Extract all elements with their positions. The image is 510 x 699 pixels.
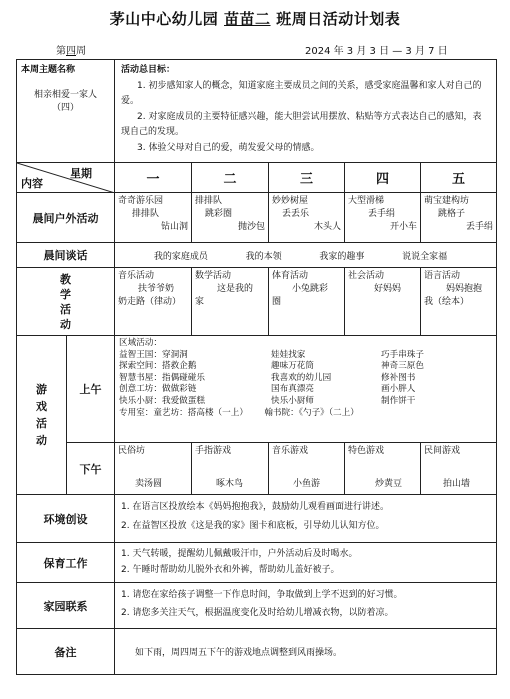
goal-item: 3. 体验父母对自己的爱，萌发爱父母的情感。 [137, 142, 320, 153]
theme-name: 相亲相爱一家人 [34, 90, 98, 100]
activity-text: 民间游戏 [424, 446, 461, 456]
talk-topic: 我的家庭成员 [153, 251, 208, 262]
teaching-label [17, 268, 115, 336]
special-room: 专用室：童艺坊：搭高楼（一上） 翰书院：《勺子》（二上） [119, 407, 359, 418]
teaching-mon [115, 268, 192, 336]
page-title [0, 8, 510, 29]
activity-text: 拍山墙 [443, 479, 471, 489]
activity-text: 排排队 [132, 209, 160, 219]
teaching-row [17, 268, 497, 336]
zone-item: 国布真漂亮 [271, 384, 314, 395]
theme-cell [17, 60, 115, 163]
care-label: 保育工作 [17, 543, 115, 583]
activity-text: 丢手绢 [368, 209, 396, 219]
activity-text: 家 [195, 297, 205, 307]
outdoor-thu [345, 193, 421, 243]
environment-row [17, 495, 497, 543]
outdoor-row [17, 193, 497, 243]
notes-text: 如下雨，周四周五下午的游戏地点调整到风雨操场。 [135, 648, 343, 658]
care-line: 1. 天气转暖，提醒幼儿佩戴吸汗巾，户外活动后及时喝水。 [121, 549, 358, 559]
pm-wed [269, 443, 345, 495]
activity-text: 社会活动 [348, 271, 385, 281]
activity-text: 跳格子 [438, 209, 466, 219]
zones-cell [115, 336, 497, 443]
outdoor-wed [269, 193, 345, 243]
activity-text: 排排队 [195, 196, 223, 206]
activity-text: 跳彩圈 [205, 209, 233, 219]
zone-row [119, 396, 492, 408]
title-suffix: 班周日活动计划表 [270, 10, 401, 28]
talk-row [17, 243, 497, 268]
zone-item: 快乐小厨师 [271, 395, 314, 406]
care-row [17, 543, 497, 583]
plan-table [16, 59, 497, 675]
theme-label: 本周主题名称 [21, 65, 76, 75]
talk-label: 晨间谈话 [17, 243, 115, 268]
day-tue: 二 [192, 163, 269, 193]
am-label: 上午 [67, 336, 115, 443]
activity-text: 小兔跳彩 [292, 284, 329, 294]
zone-item: 修补图书 [381, 372, 416, 383]
zone-item: 神奇三原色 [381, 361, 424, 372]
outdoor-label: 晨间户外活动 [17, 193, 115, 243]
zone-item: 智慧书屋：指偶碰碰乐 [119, 372, 205, 383]
days-header-cell [17, 163, 115, 193]
activity-text: 特色游戏 [348, 446, 385, 456]
teaching-tue [192, 268, 269, 336]
activity-text: 大型滑梯 [348, 196, 385, 206]
care-line: 2. 午睡时帮助幼儿脱外衣和外裤，帮助幼儿盖好被子。 [121, 565, 340, 575]
notes-cell [115, 629, 497, 675]
home-label: 家园联系 [17, 583, 115, 629]
outdoor-fri [421, 193, 497, 243]
home-cell [115, 583, 497, 629]
activity-text: 丢丢乐 [282, 209, 310, 219]
care-cell [115, 543, 497, 583]
activity-text: 开小车 [390, 222, 418, 232]
activity-text: 抛沙包 [238, 222, 266, 232]
label-char: 动 [36, 434, 47, 447]
days-row [17, 163, 497, 193]
theme-row [17, 60, 497, 163]
zone-item: 创意工坊：做做彩链 [119, 384, 197, 395]
home-line: 1. 请您在家给孩子调整一下作息时间，争取做到上学不迟到的好习惯。 [121, 590, 403, 600]
day-fri: 五 [421, 163, 497, 193]
zone-item: 我喜欢的幼儿园 [271, 372, 332, 383]
pm-thu [345, 443, 421, 495]
teaching-wed [269, 268, 345, 336]
talk-topic: 我家的趣事 [319, 251, 365, 262]
activity-text: 奇奇游乐园 [118, 196, 164, 206]
activity-text: 萌宝建构坊 [424, 196, 470, 206]
activity-text: 音乐游戏 [272, 446, 309, 456]
week-number: 四 [66, 46, 76, 57]
label-char: 游 [36, 383, 47, 396]
home-row [17, 583, 497, 629]
activity-text: 丢手绢 [466, 222, 494, 232]
teaching-fri [421, 268, 497, 336]
notes-row [17, 629, 497, 675]
pm-fri [421, 443, 497, 495]
environment-cell [115, 495, 497, 543]
zone-item: 制作饼干 [381, 395, 416, 406]
day-mon: 一 [115, 163, 192, 193]
activity-text: 木头人 [314, 222, 342, 232]
activity-text: 我（绘本） [424, 297, 470, 307]
label-char: 戏 [36, 400, 47, 413]
activity-text: 妙妙树屋 [272, 196, 309, 206]
activity-text: 语言活动 [424, 271, 461, 281]
date-range: 2024 年 3 月 3 日 — 3 月 7 日 [305, 46, 448, 57]
pm-label: 下午 [67, 443, 115, 495]
goals-cell [115, 60, 497, 163]
activity-text: 妈妈抱抱 [446, 284, 483, 294]
goals-title: 活动总目标： [121, 65, 176, 75]
label-char: 教 [60, 272, 71, 286]
activity-text: 小鱼游 [293, 479, 321, 489]
day-wed: 三 [269, 163, 345, 193]
activity-text: 卖汤圆 [135, 479, 163, 489]
pm-tue [192, 443, 269, 495]
game-label [17, 336, 67, 495]
teaching-thu [345, 268, 421, 336]
zone-item: 娃娃找家 [271, 349, 306, 360]
outdoor-mon [115, 193, 192, 243]
zone-row [119, 373, 492, 385]
zone-row [119, 361, 492, 373]
zone-item: 巧手串珠子 [381, 349, 424, 360]
activity-text: 圈 [272, 297, 282, 307]
activity-text: 手指游戏 [195, 446, 232, 456]
environment-line: 1. 在语言区投放绘本《妈妈抱抱我》，鼓励幼儿观看画面进行讲述。 [121, 502, 389, 512]
class-name: 苗苗二 [224, 10, 271, 28]
label-content: 内容 [21, 177, 43, 190]
activity-text: 奶走路（律动） [118, 297, 182, 307]
zone-item: 探索空间：搭救企鹅 [119, 361, 197, 372]
activity-text: 好妈妈 [374, 284, 402, 294]
activity-text: 民俗坊 [118, 446, 146, 456]
zone-title: 区域活动： [119, 338, 162, 348]
pm-mon [115, 443, 192, 495]
environment-label: 环境创设 [17, 495, 115, 543]
talk-cell [115, 243, 497, 268]
activity-text: 啄木鸟 [216, 479, 244, 489]
talk-topic: 我的本领 [245, 251, 282, 262]
activity-text: 炒黄豆 [375, 479, 403, 489]
talk-topic: 说说全家福 [402, 251, 448, 262]
outdoor-tue [192, 193, 269, 243]
week-prefix: 第 [56, 46, 66, 57]
goal-item: 1. 初步感知家人的概念，知道家庭主要成员之间的关系，感受家庭温馨和家人对自己的爱。 [121, 80, 482, 106]
zone-item: 快乐小厨：我爱做蛋糕 [119, 395, 205, 406]
week-suffix: 周 [76, 46, 86, 57]
activity-text: 钻山洞 [161, 222, 189, 232]
label-char: 活 [60, 302, 71, 316]
activity-text: 音乐活动 [118, 271, 155, 281]
game-pm-row [17, 443, 497, 495]
label-char: 动 [60, 317, 71, 331]
week-label [56, 42, 86, 57]
zone-item: 趣味万花筒 [271, 361, 314, 372]
environment-line: 2. 在益智区投放《这是我的家》图卡和底板，引导幼儿认知方位。 [121, 521, 385, 531]
activity-text: 数学活动 [195, 271, 232, 281]
theme-name-part: （四） [52, 103, 80, 113]
activity-text: 体育活动 [272, 271, 309, 281]
notes-label: 备注 [17, 629, 115, 675]
game-am-row [17, 336, 497, 443]
label-char: 学 [60, 287, 71, 301]
label-week: 星期 [70, 167, 93, 180]
zone-row [119, 350, 492, 362]
zone-row [119, 384, 492, 396]
activity-text: 这是我的 [217, 284, 254, 294]
label-char: 活 [36, 417, 47, 430]
zone-item: 益智王国：穿洞洞 [119, 349, 188, 360]
school-name: 茅山中心幼儿园 [109, 10, 219, 28]
zone-item: 画小胖人 [381, 384, 416, 395]
activity-text: 扶爷爷奶 [138, 284, 175, 294]
home-line: 2. 请您多关注天气，根据温度变化及时给幼儿增减衣物，以防着凉。 [121, 608, 394, 618]
day-thu: 四 [345, 163, 421, 193]
goal-item: 2. 对家庭成员的主要特征感兴趣，能大胆尝试用摆放、粘贴等方式表达自己的感知，表现自己的发现。 [121, 111, 482, 137]
